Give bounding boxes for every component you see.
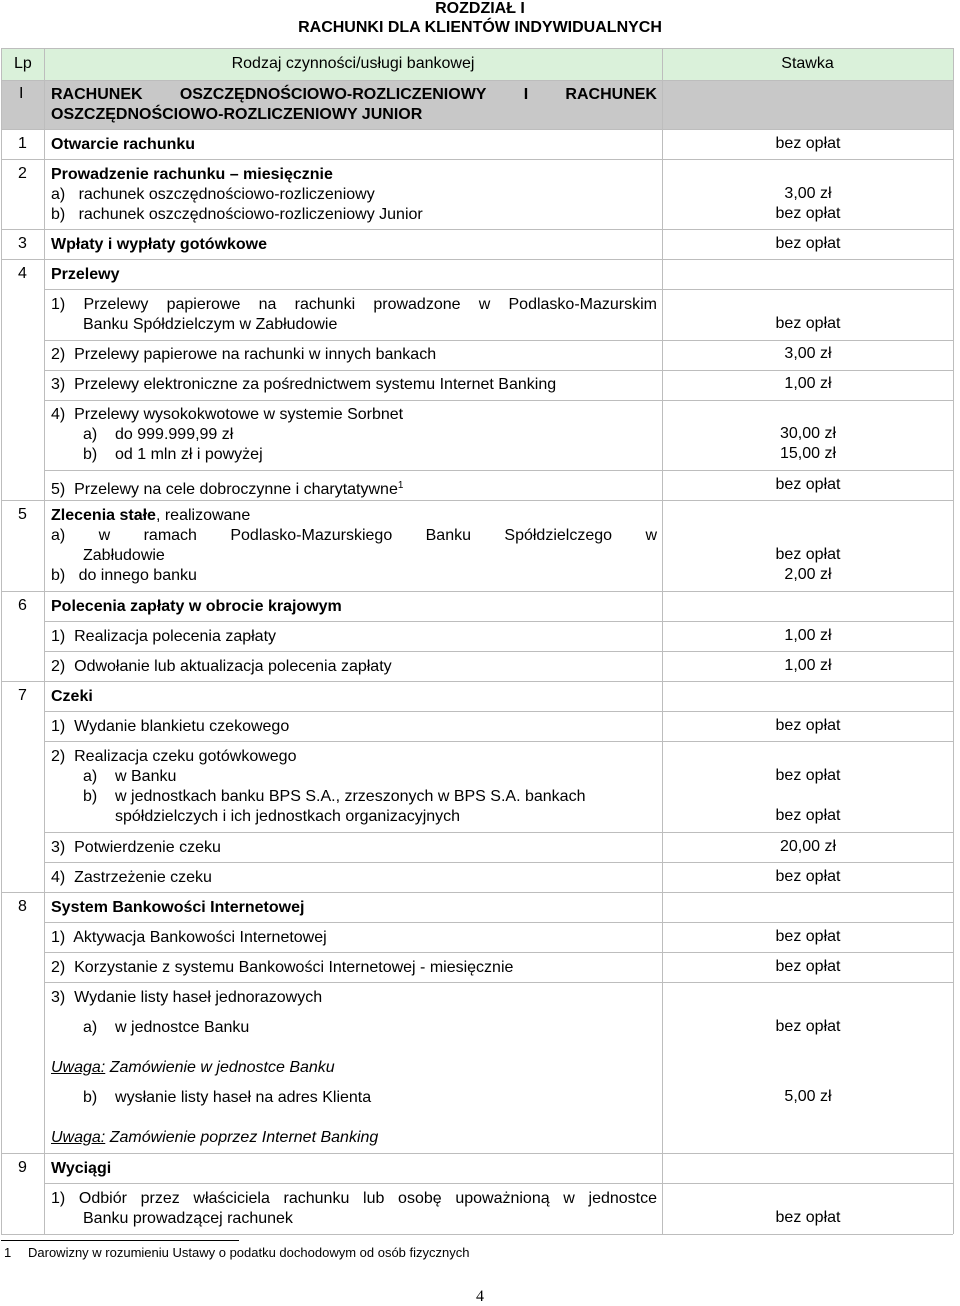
row-9-1-rate: bez opłat bbox=[775, 1209, 841, 1226]
row-4-1-line2: Banku Spółdzielczym w Zabłudowie bbox=[83, 316, 338, 333]
row-8-3-a-rate: bez opłat bbox=[775, 1018, 841, 1035]
row-1-lp: 1 bbox=[18, 135, 27, 152]
row-2-lp: 2 bbox=[18, 165, 27, 182]
row-4-5: 5) Przelewy na cele dobroczynne i charytatywne$^1$ bbox=[51, 480, 404, 498]
row-9-1-line1: 1) Odbiór przez właściciela rachunku lub osobę upoważnioną w jednostce bbox=[51, 1190, 657, 1207]
row-7-title: Czeki bbox=[51, 688, 93, 705]
row-2-title: Prowadzenie rachunku – miesięcznie bbox=[51, 166, 333, 183]
group-title-line2: OSZCZĘDNOŚCIOWO-ROZLICZENIOWY JUNIOR bbox=[51, 106, 423, 123]
footnote-ref[interactable]: 1 bbox=[397, 480, 404, 491]
row-5-a-line1: a) w ramach Podlasko-Mazurskiego Banku Spółdzielczego w bbox=[51, 527, 657, 544]
row-4-1-rate: bez opłat bbox=[775, 315, 841, 332]
row-3-rate: bez opłat bbox=[775, 235, 841, 252]
row-3-title: Wpłaty i wypłaty gotówkowe bbox=[51, 236, 268, 253]
row-7-2-b-line1: b) w jednostkach banku BPS S.A., zrzeszonych w BPS S.A. bankach bbox=[83, 788, 586, 805]
row-6-1: 1) Realizacja polecenia zapłaty bbox=[51, 628, 277, 645]
row-5-title: Zlecenia stałe, realizowane bbox=[51, 507, 251, 524]
row-4-2-rate: 3,00 zł bbox=[784, 345, 832, 362]
row-4-lp: 4 bbox=[18, 265, 27, 282]
row-7-3-rate: 20,00 zł bbox=[779, 838, 837, 855]
row-7-2-a: a) w Banku bbox=[83, 768, 177, 785]
row-6-title: Polecenia zapłaty w obrocie krajowym bbox=[51, 598, 342, 615]
row-7-1: 1) Wydanie blankietu czekowego bbox=[51, 718, 290, 735]
row-8-3-a: a) w jednostce Banku bbox=[83, 1019, 250, 1036]
row-9-1-line2: Banku prowadzącej rachunek bbox=[83, 1210, 293, 1227]
row-7-4: 4) Zastrzeżenie czeku bbox=[51, 869, 212, 886]
row-8-3-b-rate: 5,00 zł bbox=[784, 1088, 832, 1105]
row-9-lp: 9 bbox=[18, 1159, 27, 1176]
footnote-text: Darowizny w rozumieniu Ustawy o podatku dochodowym od osób fizycznych bbox=[28, 1245, 470, 1260]
row-8-3-b: b) wysłanie listy haseł na adres Klienta bbox=[83, 1089, 372, 1106]
row-7-2: 2) Realizacja czeku gotówkowego bbox=[51, 748, 297, 765]
footnote bbox=[4, 1245, 469, 1260]
row-4-4-b-rate: 15,00 zł bbox=[779, 445, 837, 462]
row-5-a-line2: Zabłudowie bbox=[83, 547, 165, 564]
row-7-2-a-rate: bez opłat bbox=[775, 767, 841, 784]
row-4-4: 4) Przelewy wysokokwotowe w systemie Sorbnet bbox=[51, 406, 404, 423]
row-7-2-b-rate: bez opłat bbox=[775, 807, 841, 824]
row-5-b: b) do innego banku bbox=[51, 567, 197, 584]
row-2-b-rate: bez opłat bbox=[775, 205, 841, 222]
row-4-3: 3) Przelewy elektroniczne za pośrednictwem systemu Internet Banking bbox=[51, 376, 557, 393]
page-number: 4 bbox=[476, 1288, 484, 1305]
header-service: Rodzaj czynności/usługi bankowej bbox=[231, 55, 475, 72]
row-9-title: Wyciągi bbox=[51, 1160, 112, 1177]
row-1-title: Otwarcie rachunku bbox=[51, 136, 196, 153]
row-4-4-a: a) do 999.999,99 zł bbox=[83, 426, 234, 443]
row-6-lp: 6 bbox=[18, 597, 27, 614]
row-4-3-rate: 1,00 zł bbox=[784, 375, 832, 392]
row-7-lp: 7 bbox=[18, 687, 27, 704]
header-lp: Lp bbox=[14, 55, 32, 72]
row-4-4-a-rate: 30,00 zł bbox=[779, 425, 837, 442]
row-2-a-rate: 3,00 zł bbox=[784, 185, 832, 202]
row-4-5-rate: bez opłat bbox=[775, 476, 841, 493]
row-8-note-2: Uwaga: Zamówienie poprzez Internet Banking bbox=[51, 1129, 379, 1146]
row-5-b-rate: 2,00 zł bbox=[784, 566, 832, 583]
row-8-3: 3) Wydanie listy haseł jednorazowych bbox=[51, 989, 323, 1006]
row-7-2-b-line2: spółdzielczych i ich jednostkach organizacyjnych bbox=[115, 808, 461, 825]
row-4-4-b: b) od 1 mln zł i powyżej bbox=[83, 446, 263, 463]
row-7-3: 3) Potwierdzenie czeku bbox=[51, 839, 221, 856]
row-6-1-rate: 1,00 zł bbox=[784, 627, 832, 644]
row-4-title: Przelewy bbox=[51, 266, 120, 283]
row-8-2: 2) Korzystanie z systemu Bankowości Internetowej - miesięcznie bbox=[51, 959, 514, 976]
row-6-2-rate: 1,00 zł bbox=[784, 657, 832, 674]
footnote-number: 1 bbox=[4, 1245, 12, 1260]
row-5-a-rate: bez opłat bbox=[775, 546, 841, 563]
row-6-2: 2) Odwołanie lub aktualizacja polecenia zapłaty bbox=[51, 658, 392, 675]
row-7-4-rate: bez opłat bbox=[775, 868, 841, 885]
row-4-2: 2) Przelewy papierowe na rachunki w innych bankach bbox=[51, 346, 437, 363]
row-4-1-line1: 1) Przelewy papierowe na rachunki prowadzone w Podlasko-Mazurskim bbox=[51, 296, 657, 313]
group-title-line1: RACHUNEK OSZCZĘDNOŚCIOWO-ROZLICZENIOWY I RACHUNEK bbox=[51, 86, 657, 103]
row-8-1-rate: bez opłat bbox=[775, 928, 841, 945]
row-2-a: a) rachunek oszczędnościowo-rozliczeniowy bbox=[51, 186, 375, 203]
row-1-rate: bez opłat bbox=[775, 135, 841, 152]
group-lp: I bbox=[19, 85, 24, 102]
section-title: ROZDZIAŁ I bbox=[435, 0, 525, 17]
row-8-1: 1) Aktywacja Bankowości Internetowej bbox=[51, 929, 327, 946]
row-7-1-rate: bez opłat bbox=[775, 717, 841, 734]
row-5-lp: 5 bbox=[18, 506, 27, 523]
header-rate: Stawka bbox=[781, 55, 834, 72]
row-2-b: b) rachunek oszczędnościowo-rozliczeniowy Junior bbox=[51, 206, 423, 223]
footnote-separator bbox=[1, 1240, 239, 1241]
section-subtitle: RACHUNKI DLA KLIENTÓW INDYWIDUALNYCH bbox=[298, 19, 662, 36]
row-8-lp: 8 bbox=[18, 898, 27, 915]
row-8-2-rate: bez opłat bbox=[775, 958, 841, 975]
row-3-lp: 3 bbox=[18, 235, 27, 252]
row-8-note-1: Uwaga: Zamówienie w jednostce Banku bbox=[51, 1059, 335, 1076]
row-8-title: System Bankowości Internetowej bbox=[51, 899, 305, 916]
